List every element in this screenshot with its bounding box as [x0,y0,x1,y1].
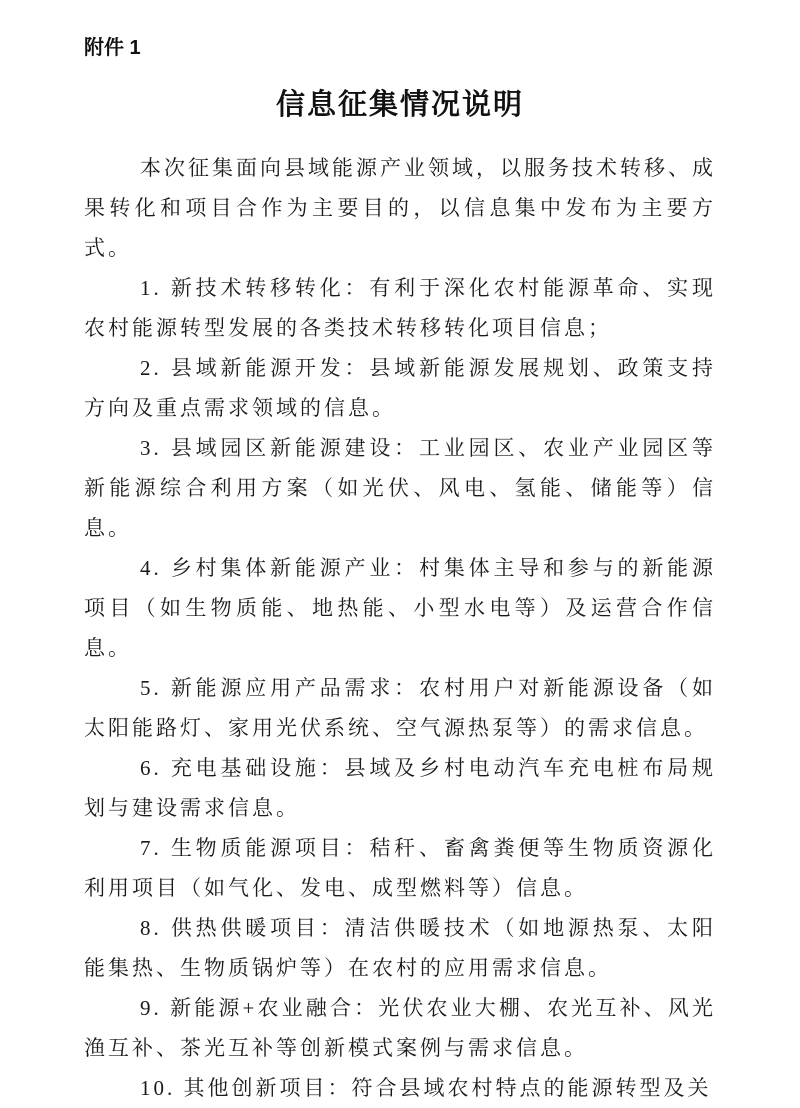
attachment-label: 附件 1 [84,37,141,59]
paragraph: 本次征集面向县域能源产业领域，以服务技术转移、成果转化和项目合作为主要目的，以信息集中发布为主要方式。 [84,156,716,260]
paragraph: 8. 供热供暖项目：清洁供暖技术（如地源热泵、太阳能集热、生物质锅炉等）在农村的应用需求信息。 [84,916,716,980]
paragraph: 4. 乡村集体新能源产业：村集体主导和参与的新能源项目（如生物质能、地热能、小型水电等）及运营合作信息。 [84,556,716,660]
paragraph: 5. 新能源应用产品需求：农村用户对新能源设备（如太阳能路灯、家用光伏系统、空气源热泵等）的需求信息。 [84,676,716,740]
document-title: 信息征集情况说明 [275,89,524,121]
paragraph: 9. 新能源+农业融合：光伏农业大棚、农光互补、风光渔互补、茶光互补等创新模式案例与需求信息。 [84,996,716,1060]
paragraph: 6. 充电基础设施：县域及乡村电动汽车充电桩布局规划与建设需求信息。 [84,756,716,820]
paragraph: 10. 其他创新项目：符合县域农村特点的能源转型及关 [140,1076,712,1100]
document-body [84,148,716,1108]
paragraph: 2. 县域新能源开发：县域新能源发展规划、政策支持方向及重点需求领域的信息。 [84,356,716,420]
paragraph: 3. 县域园区新能源建设：工业园区、农业产业园区等新能源综合利用方案（如光伏、风电、氢能、储能等）信息。 [84,436,716,540]
paragraph: 1. 新技术转移转化：有利于深化农村能源革命、实现农村能源转型发展的各类技术转移转化项目信息； [84,276,716,340]
paragraph: 7. 生物质能源项目：秸秆、畜禽粪便等生物质资源化利用项目（如气化、发电、成型燃料等）信息。 [84,836,716,900]
